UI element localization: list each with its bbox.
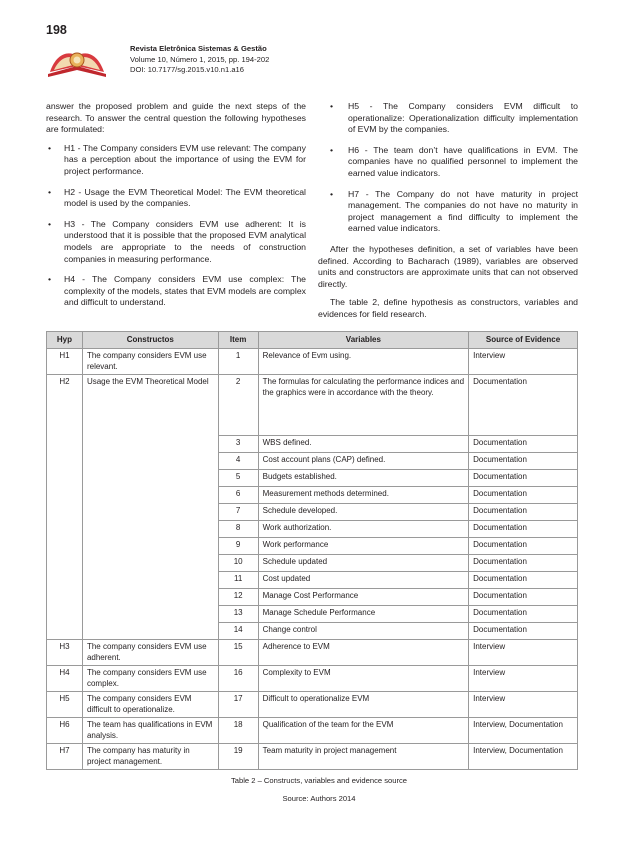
table-row xyxy=(47,744,578,770)
cell-source: Documentation xyxy=(469,572,578,589)
hypotheses-list-left xyxy=(46,143,306,309)
body-paragraph: The table 2, define hypothesis as constructors, variables and evidences for field research. xyxy=(318,297,578,319)
cell-item: 10 xyxy=(218,555,258,572)
hypotheses-list-right xyxy=(318,101,578,235)
cell-source: Documentation xyxy=(469,606,578,623)
cell-variable: Measurement methods determined. xyxy=(258,487,468,504)
cell-variable: Change control xyxy=(258,623,468,640)
cell-variable: Work performance xyxy=(258,538,468,555)
hypothesis-text: H7 - The Company do not have maturity in project management. The companies do not have no maturity in project management a find difficulty to implement the earned value indicators. xyxy=(348,188,578,234)
cell-item: 19 xyxy=(218,744,258,770)
bullet-icon: • xyxy=(48,186,52,197)
table-body xyxy=(47,349,578,770)
hypothesis-text: H1 - The Company considers EVM use relevant: The company has a perception about the importance of using the EVM for project performance. xyxy=(64,142,306,176)
cell-source: Interview xyxy=(469,349,578,375)
cell-variable: Schedule updated xyxy=(258,555,468,572)
cell-variable: Cost account plans (CAP) defined. xyxy=(258,453,468,470)
cell-hyp: H4 xyxy=(47,666,83,692)
cell-variable: Relevance of Evm using. xyxy=(258,349,468,375)
cell-variable: Complexity to EVM xyxy=(258,666,468,692)
bullet-icon: • xyxy=(330,188,334,199)
cell-hyp: H7 xyxy=(47,744,83,770)
cell-construct: The company considers EVM difficult to operationalize. xyxy=(82,692,218,718)
cell-source: Documentation xyxy=(469,470,578,487)
cell-item: 9 xyxy=(218,538,258,555)
cell-source: Documentation xyxy=(469,436,578,453)
list-item xyxy=(318,145,578,180)
list-item xyxy=(46,219,306,265)
cell-construct: The company considers EVM use relevant. xyxy=(82,349,218,375)
cell-item: 6 xyxy=(218,487,258,504)
cell-source: Interview, Documentation xyxy=(469,744,578,770)
cell-item: 11 xyxy=(218,572,258,589)
table-header-row xyxy=(47,332,578,349)
intro-paragraph: answer the proposed problem and guide the next steps of the research. To answer the central question the following hypotheses are formulated: xyxy=(46,101,306,135)
header-variables: Variables xyxy=(258,332,468,349)
table-caption: Table 2 – Constructs, variables and evidence source xyxy=(230,776,408,785)
hypothesis-text: H6 - The team don’t have qualifications in EVM. The companies have no qualified personnel to implement the earned value indicators. xyxy=(348,144,578,178)
journal-info xyxy=(130,44,269,76)
cell-item: 4 xyxy=(218,453,258,470)
header-source: Source of Evidence xyxy=(469,332,578,349)
cell-variable: Qualification of the team for the EVM xyxy=(258,718,468,744)
cell-source: Documentation xyxy=(469,375,578,436)
bullet-icon: • xyxy=(48,218,52,229)
cell-hyp: H1 xyxy=(47,349,83,375)
journal-doi: DOI: 10.7177/sg.2015.v10.n1.a16 xyxy=(130,65,244,74)
cell-variable: Work authorization. xyxy=(258,521,468,538)
bullet-icon: • xyxy=(330,144,334,155)
cell-item: 7 xyxy=(218,504,258,521)
cell-item: 3 xyxy=(218,436,258,453)
cell-item: 13 xyxy=(218,606,258,623)
cell-construct: The company considers EVM use adherent. xyxy=(82,640,218,666)
hypothesis-text: H2 - Usage the EVM Theoretical Model: The EVM theoretical model is used by the companies. xyxy=(64,186,306,209)
cell-item: 12 xyxy=(218,589,258,606)
table-source: Source: Authors 2014 xyxy=(282,794,356,803)
cell-construct: Usage the EVM Theoretical Model xyxy=(82,375,218,640)
cell-variable: Team maturity in project management xyxy=(258,744,468,770)
list-item xyxy=(46,143,306,178)
journal-volume: Volume 10, Número 1, 2015, pp. 194-202 xyxy=(130,54,270,64)
header-hyp: Hyp xyxy=(47,332,83,349)
cell-construct: The company considers EVM use complex. xyxy=(82,666,218,692)
evidence-table xyxy=(46,331,578,770)
right-column xyxy=(318,101,578,328)
cell-hyp: H6 xyxy=(47,718,83,744)
cell-source: Documentation xyxy=(469,538,578,555)
table-row xyxy=(47,349,578,375)
cell-variable: Budgets established. xyxy=(258,470,468,487)
body-paragraph: After the hypotheses definition, a set of variables have been defined. According to Bacharach (1989), variables are observed units and constructors are approximate units that can not observed directly. xyxy=(318,243,578,289)
cell-source: Interview xyxy=(469,640,578,666)
cell-source: Documentation xyxy=(469,453,578,470)
journal-name: Revista Eletrônica Sistemas & Gestão xyxy=(130,44,267,53)
cell-source: Documentation xyxy=(469,589,578,606)
list-item xyxy=(318,101,578,136)
cell-construct: The team has qualifications in EVM analysis. xyxy=(82,718,218,744)
cell-item: 14 xyxy=(218,623,258,640)
table-row xyxy=(47,718,578,744)
hypothesis-text: H3 - The Company considers EVM use adherent: It is understood that it is possible that the proposed EVM analytical models are appropriate to the needs of construction companies in measuring performance. xyxy=(64,218,306,264)
table-row xyxy=(47,692,578,718)
bullet-icon: • xyxy=(48,142,52,153)
cell-source: Documentation xyxy=(469,504,578,521)
cell-source: Documentation xyxy=(469,521,578,538)
cell-variable: WBS defined. xyxy=(258,436,468,453)
cell-source: Documentation xyxy=(469,623,578,640)
cell-item: 1 xyxy=(218,349,258,375)
header-constructs: Constructos xyxy=(82,332,218,349)
cell-source: Interview xyxy=(469,692,578,718)
bullet-icon: • xyxy=(48,274,52,285)
cell-source: Documentation xyxy=(469,555,578,572)
cell-item: 8 xyxy=(218,521,258,538)
cell-item: 2 xyxy=(218,375,258,436)
cell-item: 16 xyxy=(218,666,258,692)
journal-logo xyxy=(46,44,108,78)
cell-variable: Cost updated xyxy=(258,572,468,589)
cell-variable: Schedule developed. xyxy=(258,504,468,521)
list-item xyxy=(318,189,578,235)
list-item xyxy=(46,187,306,210)
cell-variable: Difficult to operationalize EVM xyxy=(258,692,468,718)
table-row xyxy=(47,375,578,436)
header-item: Item xyxy=(218,332,258,349)
cell-item: 18 xyxy=(218,718,258,744)
cell-variable: Manage Cost Performance xyxy=(258,589,468,606)
cell-item: 15 xyxy=(218,640,258,666)
list-item xyxy=(46,274,306,309)
table-row xyxy=(47,666,578,692)
hypothesis-text: H5 - The Company considers EVM difficult to operationalize: Operationalization difficulty implementation of EVM by the companies. xyxy=(348,101,578,135)
bullet-icon: • xyxy=(330,101,334,111)
cell-source: Interview, Documentation xyxy=(469,718,578,744)
cell-hyp: H5 xyxy=(47,692,83,718)
hypothesis-text: H4 - The Company considers EVM use complex: The complexity of the models, states that EVM models are complex and difficult to understand. xyxy=(64,274,306,308)
cell-variable: Adherence to EVM xyxy=(258,640,468,666)
table-row xyxy=(47,640,578,666)
cell-source: Documentation xyxy=(469,487,578,504)
cell-item: 17 xyxy=(218,692,258,718)
page-number: 198 xyxy=(46,23,67,37)
cell-hyp: H3 xyxy=(47,640,83,666)
cell-item: 5 xyxy=(218,470,258,487)
cell-variable: Manage Schedule Performance xyxy=(258,606,468,623)
cell-hyp: H2 xyxy=(47,375,83,640)
cell-variable: The formulas for calculating the performance indices and the graphics were in accordance with the theory. xyxy=(258,375,468,436)
cell-source: Interview xyxy=(469,666,578,692)
cell-construct: The company has maturity in project management. xyxy=(82,744,218,770)
left-column xyxy=(46,101,306,318)
